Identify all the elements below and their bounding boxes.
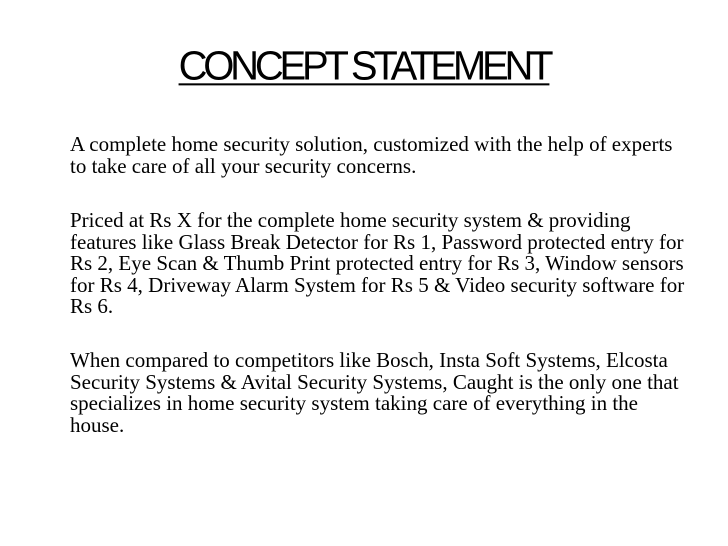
slide-title (0, 44, 728, 89)
concept-paragraph: A complete home security solution, customized with the help of experts to take care of all your security concerns. (70, 132, 673, 178)
pricing-paragraph: Priced at Rs X for the complete home security system & providing features like Glass Break Detector for Rs 1, Password protected entry for Rs 2, Eye Scan & Thumb Print protected entry for Rs 3, Window sensors for Rs 4, Driveway Alarm System for Rs 5 & Video security software for Rs 6. (70, 208, 685, 318)
slide-title-text: CONCEPT STATEMENT (178, 43, 550, 89)
competitors-paragraph: When compared to competitors like Bosch, Insta Soft Systems, Elcosta Security Systems & Avital Security Systems, Caught is the only one that specializes in home security system taking care of everything in the house. (70, 348, 679, 437)
